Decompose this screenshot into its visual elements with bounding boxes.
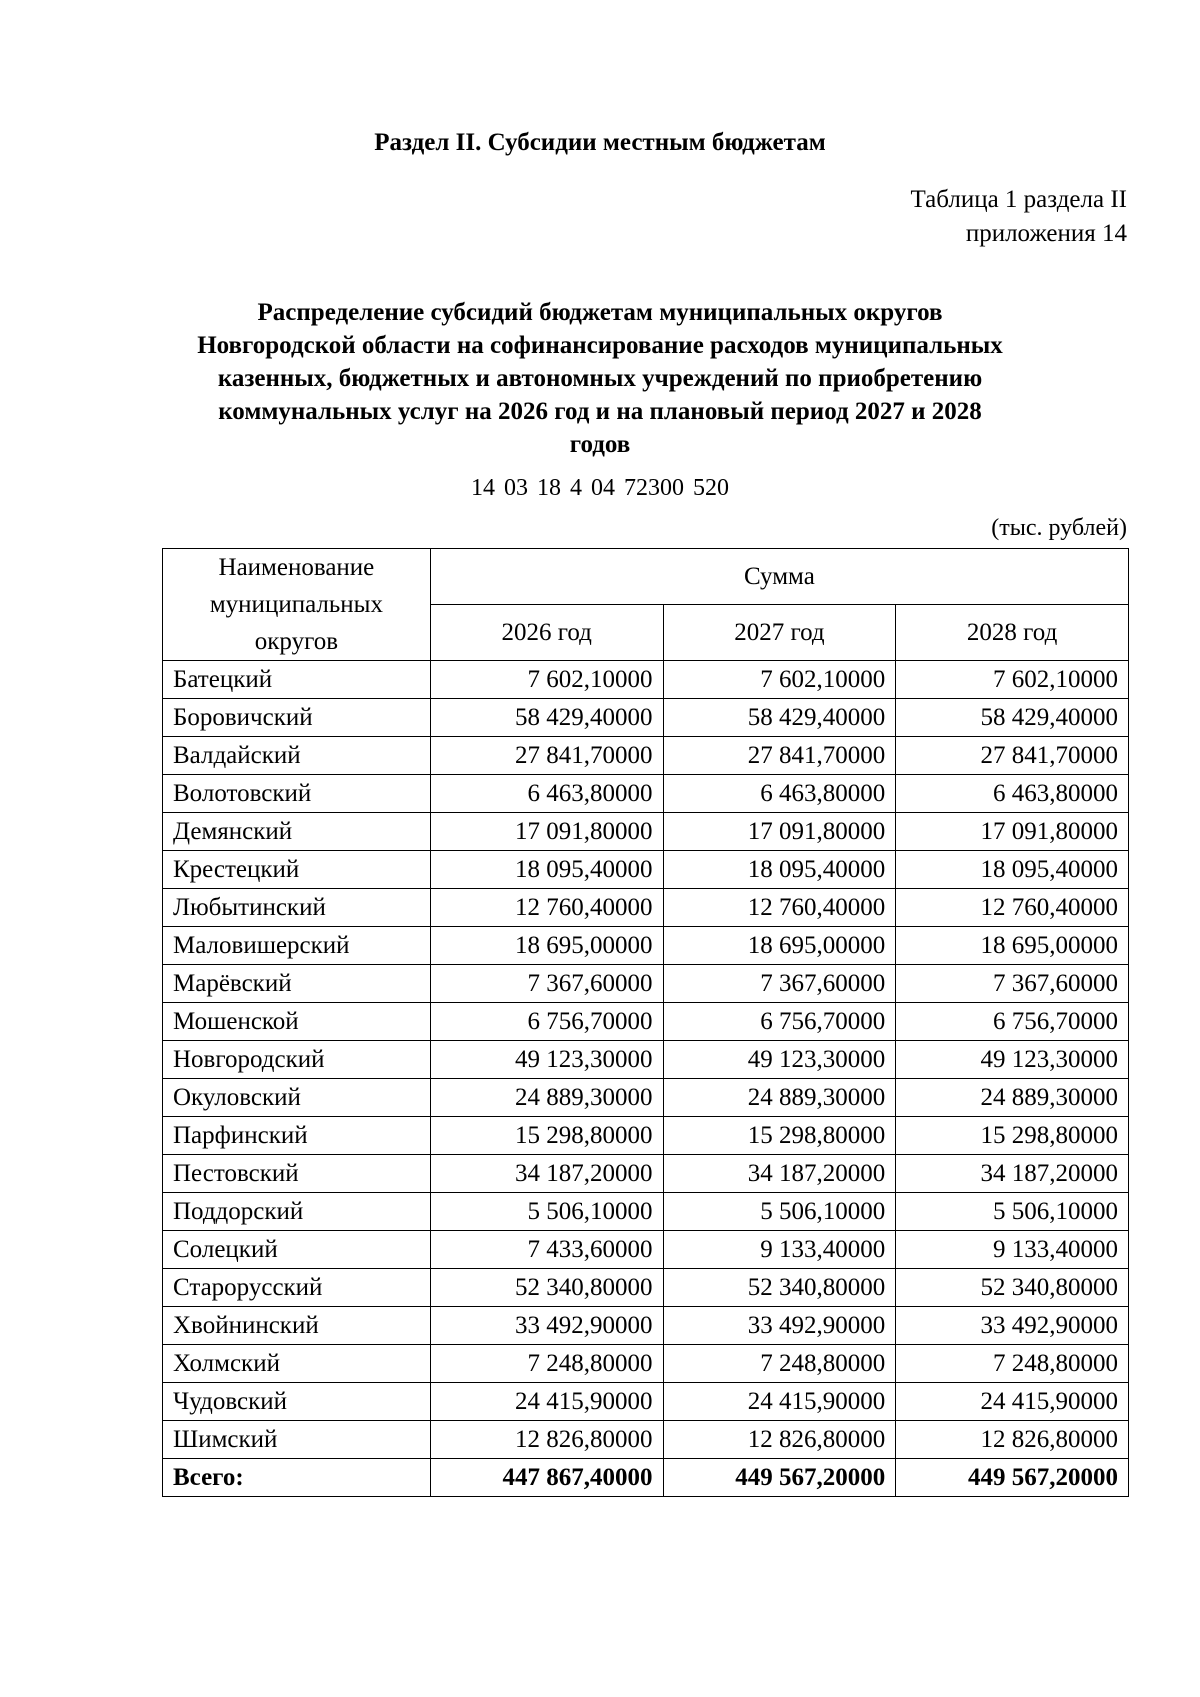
value-2027-cell: 449 567,20000 bbox=[663, 1459, 896, 1497]
value-2026-cell: 447 867,40000 bbox=[430, 1459, 663, 1497]
municipality-name-cell: Шимский bbox=[163, 1421, 431, 1459]
municipality-name-cell: Парфинский bbox=[163, 1117, 431, 1155]
value-2028-cell: 12 760,40000 bbox=[896, 889, 1129, 927]
value-2026-cell: 7 367,60000 bbox=[430, 965, 663, 1003]
value-2027-cell: 49 123,30000 bbox=[663, 1041, 896, 1079]
municipality-name-cell: Демянский bbox=[163, 813, 431, 851]
value-2027-cell: 7 602,10000 bbox=[663, 661, 896, 699]
value-2027-cell: 24 415,90000 bbox=[663, 1383, 896, 1421]
value-2026-cell: 52 340,80000 bbox=[430, 1269, 663, 1307]
municipality-name-cell: Марёвский bbox=[163, 965, 431, 1003]
municipality-name-cell: Крестецкий bbox=[163, 851, 431, 889]
value-2028-cell: 24 415,90000 bbox=[896, 1383, 1129, 1421]
value-2028-cell: 49 123,30000 bbox=[896, 1041, 1129, 1079]
table-row bbox=[163, 1079, 1129, 1117]
municipality-name-cell: Валдайский bbox=[163, 737, 431, 775]
value-2027-cell: 27 841,70000 bbox=[663, 737, 896, 775]
value-2027-cell: 18 695,00000 bbox=[663, 927, 896, 965]
value-2026-cell: 49 123,30000 bbox=[430, 1041, 663, 1079]
table-row bbox=[163, 1003, 1129, 1041]
value-2028-cell: 449 567,20000 bbox=[896, 1459, 1129, 1497]
header-sum: Сумма bbox=[430, 549, 1128, 605]
heading-line: Распределение субсидий бюджетам муниципальных округов bbox=[257, 299, 943, 326]
value-2027-cell: 34 187,20000 bbox=[663, 1155, 896, 1193]
municipality-name-cell: Пестовский bbox=[163, 1155, 431, 1193]
value-2028-cell: 33 492,90000 bbox=[896, 1307, 1129, 1345]
table-row bbox=[163, 1041, 1129, 1079]
value-2026-cell: 58 429,40000 bbox=[430, 699, 663, 737]
value-2027-cell: 9 133,40000 bbox=[663, 1231, 896, 1269]
table-row bbox=[163, 1269, 1129, 1307]
value-2026-cell: 15 298,80000 bbox=[430, 1117, 663, 1155]
section-title: Раздел II. Субсидии местным бюджетам bbox=[374, 129, 826, 156]
value-2027-cell: 58 429,40000 bbox=[663, 699, 896, 737]
value-2027-cell: 7 367,60000 bbox=[663, 965, 896, 1003]
value-2027-cell: 33 492,90000 bbox=[663, 1307, 896, 1345]
value-2028-cell: 6 756,70000 bbox=[896, 1003, 1129, 1041]
table-row bbox=[163, 737, 1129, 775]
table-row bbox=[163, 1307, 1129, 1345]
value-2027-cell: 7 248,80000 bbox=[663, 1345, 896, 1383]
value-2026-cell: 24 889,30000 bbox=[430, 1079, 663, 1117]
value-2026-cell: 7 602,10000 bbox=[430, 661, 663, 699]
municipality-name-cell: Солецкий bbox=[163, 1231, 431, 1269]
table-row bbox=[163, 1345, 1129, 1383]
table-reference-line-2: приложения 14 bbox=[965, 220, 1127, 247]
table-row bbox=[163, 1155, 1129, 1193]
table-row bbox=[163, 699, 1129, 737]
value-2027-cell: 5 506,10000 bbox=[663, 1193, 896, 1231]
value-2028-cell: 7 367,60000 bbox=[896, 965, 1129, 1003]
value-2026-cell: 27 841,70000 bbox=[430, 737, 663, 775]
table-row bbox=[163, 661, 1129, 699]
municipality-name-cell: Всего: bbox=[163, 1459, 431, 1497]
municipality-name-cell: Мошенской bbox=[163, 1003, 431, 1041]
value-2027-cell: 12 760,40000 bbox=[663, 889, 896, 927]
table-row bbox=[163, 851, 1129, 889]
value-2026-cell: 18 095,40000 bbox=[430, 851, 663, 889]
value-2026-cell: 12 826,80000 bbox=[430, 1421, 663, 1459]
header-year-2028: 2028 год bbox=[896, 605, 1129, 661]
municipality-name-cell: Волотовский bbox=[163, 775, 431, 813]
table-row bbox=[163, 1421, 1129, 1459]
header-year-2026: 2026 год bbox=[430, 605, 663, 661]
heading-line: Новгородской области на софинансирование расходов муниципальных bbox=[197, 332, 1003, 359]
value-2028-cell: 7 602,10000 bbox=[896, 661, 1129, 699]
table-row bbox=[163, 1231, 1129, 1269]
value-2026-cell: 18 695,00000 bbox=[430, 927, 663, 965]
value-2026-cell: 24 415,90000 bbox=[430, 1383, 663, 1421]
value-2026-cell: 7 433,60000 bbox=[430, 1231, 663, 1269]
municipality-name-cell: Батецкий bbox=[163, 661, 431, 699]
municipality-name-cell: Новгородский bbox=[163, 1041, 431, 1079]
value-2028-cell: 34 187,20000 bbox=[896, 1155, 1129, 1193]
table-row bbox=[163, 965, 1129, 1003]
value-2026-cell: 5 506,10000 bbox=[430, 1193, 663, 1231]
value-2026-cell: 7 248,80000 bbox=[430, 1345, 663, 1383]
municipality-name-cell: Хвойнинский bbox=[163, 1307, 431, 1345]
value-2028-cell: 7 248,80000 bbox=[896, 1345, 1129, 1383]
table-reference bbox=[911, 183, 1127, 251]
value-2028-cell: 24 889,30000 bbox=[896, 1079, 1129, 1117]
heading-line: годов bbox=[569, 431, 631, 458]
value-2026-cell: 6 756,70000 bbox=[430, 1003, 663, 1041]
value-2028-cell: 18 695,00000 bbox=[896, 927, 1129, 965]
municipality-name-cell: Поддорский bbox=[163, 1193, 431, 1231]
value-2028-cell: 6 463,80000 bbox=[896, 775, 1129, 813]
municipality-name-cell: Холмский bbox=[163, 1345, 431, 1383]
value-2028-cell: 27 841,70000 bbox=[896, 737, 1129, 775]
value-2026-cell: 33 492,90000 bbox=[430, 1307, 663, 1345]
value-2026-cell: 6 463,80000 bbox=[430, 775, 663, 813]
heading-line: коммунальных услуг на 2026 год и на плановый период 2027 и 2028 bbox=[218, 398, 982, 425]
value-2027-cell: 12 826,80000 bbox=[663, 1421, 896, 1459]
table-row bbox=[163, 1193, 1129, 1231]
table-total-row bbox=[163, 1459, 1129, 1497]
municipality-name-cell: Любытинский bbox=[163, 889, 431, 927]
value-2028-cell: 12 826,80000 bbox=[896, 1421, 1129, 1459]
table-row bbox=[163, 813, 1129, 851]
municipality-name-cell: Окуловский bbox=[163, 1079, 431, 1117]
municipality-name-cell: Боровичский bbox=[163, 699, 431, 737]
table-reference-line-1: Таблица 1 раздела II bbox=[910, 186, 1127, 213]
value-2027-cell: 6 756,70000 bbox=[663, 1003, 896, 1041]
value-2028-cell: 5 506,10000 bbox=[896, 1193, 1129, 1231]
value-2028-cell: 58 429,40000 bbox=[896, 699, 1129, 737]
value-2027-cell: 18 095,40000 bbox=[663, 851, 896, 889]
value-2027-cell: 15 298,80000 bbox=[663, 1117, 896, 1155]
value-2027-cell: 6 463,80000 bbox=[663, 775, 896, 813]
table-header-row bbox=[163, 549, 1129, 605]
value-2027-cell: 24 889,30000 bbox=[663, 1079, 896, 1117]
value-2026-cell: 34 187,20000 bbox=[430, 1155, 663, 1193]
municipality-name-cell: Старорусский bbox=[163, 1269, 431, 1307]
table-row bbox=[163, 927, 1129, 965]
value-2028-cell: 15 298,80000 bbox=[896, 1117, 1129, 1155]
value-2028-cell: 52 340,80000 bbox=[896, 1269, 1129, 1307]
table-row bbox=[163, 775, 1129, 813]
header-year-2027: 2027 год bbox=[663, 605, 896, 661]
value-2026-cell: 12 760,40000 bbox=[430, 889, 663, 927]
value-2028-cell: 9 133,40000 bbox=[896, 1231, 1129, 1269]
document-heading bbox=[150, 296, 1050, 461]
header-municipality-name: Наименование муниципальных округов bbox=[163, 549, 431, 661]
value-2027-cell: 17 091,80000 bbox=[663, 813, 896, 851]
value-2026-cell: 17 091,80000 bbox=[430, 813, 663, 851]
table-row bbox=[163, 889, 1129, 927]
value-2028-cell: 17 091,80000 bbox=[896, 813, 1129, 851]
value-2027-cell: 52 340,80000 bbox=[663, 1269, 896, 1307]
municipality-name-cell: Маловишерский bbox=[163, 927, 431, 965]
budget-code: 14 03 18 4 04 72300 520 bbox=[471, 475, 729, 501]
table-row bbox=[163, 1383, 1129, 1421]
municipality-name-cell: Чудовский bbox=[163, 1383, 431, 1421]
heading-line: казенных, бюджетных и автономных учреждений по приобретению bbox=[217, 365, 983, 392]
table-row bbox=[163, 1117, 1129, 1155]
subsidy-table bbox=[162, 548, 1129, 1497]
value-2028-cell: 18 095,40000 bbox=[896, 851, 1129, 889]
unit-note: (тыс. рублей) bbox=[991, 515, 1127, 541]
